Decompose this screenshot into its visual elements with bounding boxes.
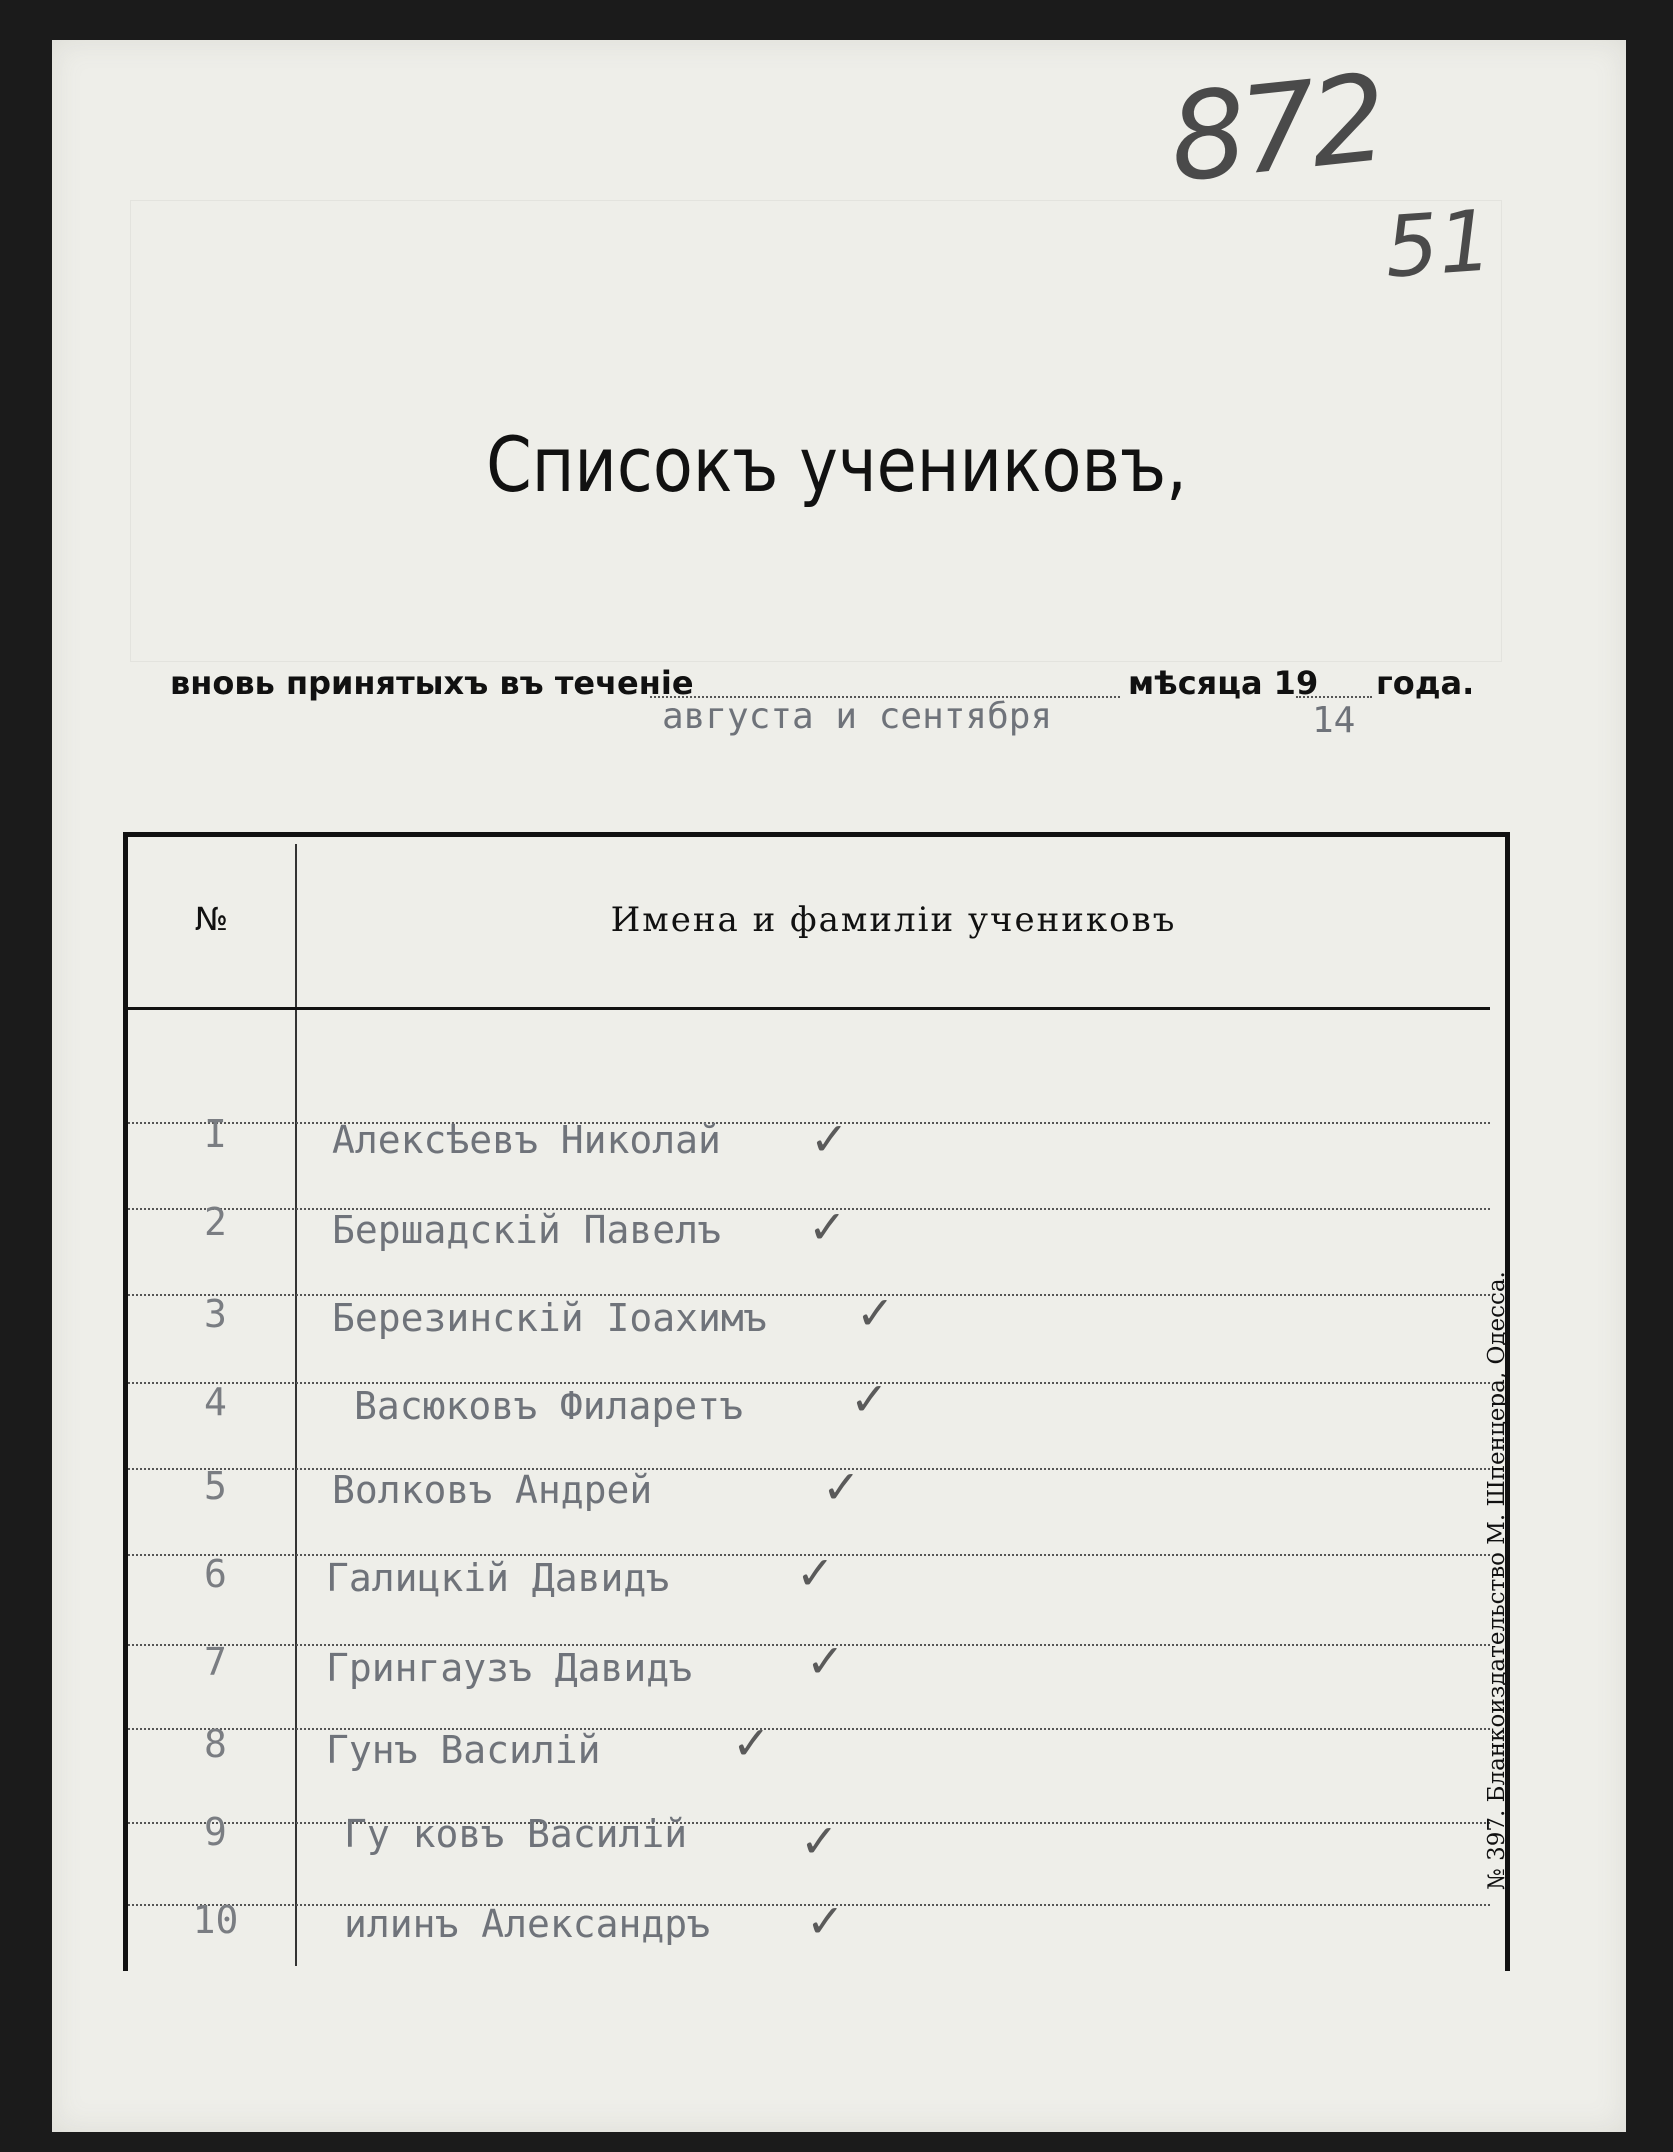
check-mark-icon: ✓ (806, 1894, 845, 1948)
row-number: 6 (204, 1552, 227, 1596)
row-number: 10 (192, 1898, 239, 1942)
dotted-fill-line (1296, 696, 1372, 698)
pencil-archive-number: 872 (1163, 49, 1388, 210)
student-name: илинъ Александръ (344, 1902, 711, 1946)
check-mark-icon: ✓ (856, 1286, 895, 1340)
header-number: № (194, 900, 229, 938)
row-number: 7 (204, 1640, 227, 1684)
student-name: Березинскій Іоахимъ (332, 1296, 767, 1340)
student-name: Бершадскій Павелъ (332, 1208, 721, 1252)
check-mark-icon: ✓ (850, 1372, 889, 1426)
check-mark-icon: ✓ (796, 1546, 835, 1600)
student-name: Гу ковъ Василій (344, 1812, 688, 1856)
row-number: 8 (204, 1722, 227, 1766)
subtitle-part-3: года. (1376, 664, 1475, 702)
student-name: Васюковъ Филаретъ (354, 1384, 743, 1428)
row-number: I (204, 1112, 227, 1156)
student-name: Гунъ Василій (326, 1728, 601, 1772)
pencil-sheet-number: 51 (1381, 191, 1496, 297)
student-table-frame (123, 832, 1510, 1971)
row-rule (128, 1382, 1490, 1384)
header-rule (128, 1007, 1490, 1010)
row-number: 9 (204, 1810, 227, 1854)
row-number: 2 (204, 1200, 227, 1244)
check-mark-icon: ✓ (808, 1200, 847, 1254)
check-mark-icon: ✓ (732, 1716, 771, 1770)
subtitle-part-2: мѣсяца 19 (1128, 664, 1319, 702)
check-mark-icon: ✓ (806, 1634, 845, 1688)
row-number: 5 (204, 1464, 227, 1508)
student-name: Алексѣевъ Николай (332, 1118, 721, 1162)
header-names: Имена и фамиліи учениковъ (610, 900, 1177, 940)
student-name: Грингаузъ Давидъ (326, 1646, 693, 1690)
printer-imprint: № 397. Бланкоиздательство М. Шпенцера, Одесса. (1484, 1271, 1510, 1890)
typed-year: 14 (1312, 700, 1356, 741)
subtitle-part-1: вновь принятыхъ въ теченіе (170, 664, 694, 702)
row-number: 3 (204, 1292, 227, 1336)
check-mark-icon: ✓ (800, 1814, 839, 1868)
student-name: Галицкій Давидъ (326, 1556, 670, 1600)
check-mark-icon: ✓ (822, 1460, 861, 1514)
page-title: Списокъ учениковъ, (486, 420, 1187, 509)
row-number: 4 (204, 1380, 227, 1424)
typed-months: августа и сентября (662, 696, 1053, 737)
check-mark-icon: ✓ (810, 1112, 849, 1166)
student-name: Волковъ Андрей (332, 1468, 653, 1512)
